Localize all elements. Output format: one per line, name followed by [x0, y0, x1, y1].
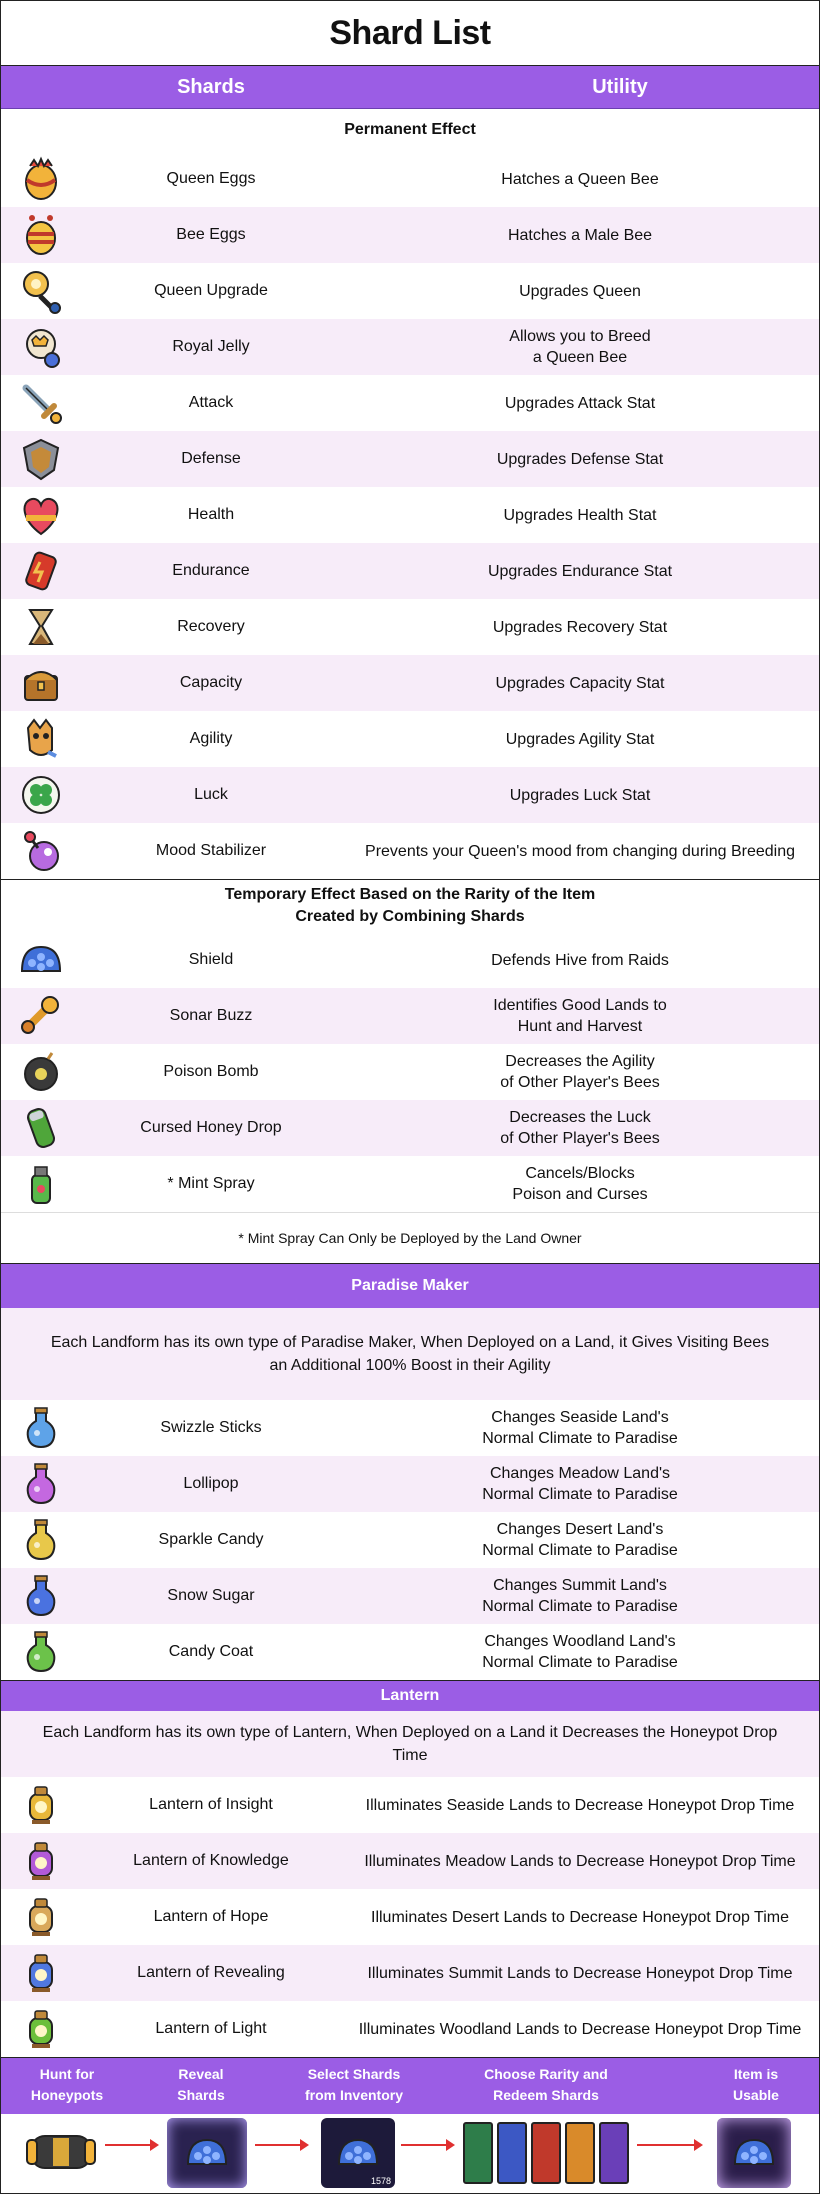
- cursed-drop-icon: [1, 1105, 81, 1151]
- potion-icon: [1, 1629, 81, 1675]
- temporary-item-utility: Decreases the Agility of Other Player's Bees: [500, 1053, 660, 1091]
- potion-icon: [1, 1461, 81, 1507]
- permanent-shard-utility: Allows you to Breed a Queen Bee: [509, 328, 651, 366]
- rarity-card-5: [599, 2122, 629, 2184]
- lantern-name: Lantern of Insight: [149, 1796, 273, 1813]
- permanent-shard-name: Defense: [181, 450, 241, 467]
- temporary-item-row: [1, 1100, 819, 1156]
- temporary-item-utility: Defends Hive from Raids: [491, 951, 669, 969]
- permanent-shard-utility: Prevents your Queen's mood from changing during Breeding: [365, 842, 795, 860]
- permanent-effect-label: Permanent Effect: [344, 121, 476, 138]
- permanent-shard-name: Agility: [189, 730, 233, 747]
- rarity-card-3: [531, 2122, 561, 2184]
- hourglass-icon: [1, 604, 81, 650]
- permanent-shard-utility: Upgrades Recovery Stat: [492, 618, 668, 636]
- paradise-maker-name: Lollipop: [183, 1475, 239, 1492]
- royal-jelly-icon: [1, 324, 81, 370]
- lantern-description: Each Landform has its own type of Lantern, When Deployed on a Land it Decreases the Honeypot Drop Time: [1, 1711, 819, 1777]
- temporary-item-name: Shield: [188, 951, 234, 968]
- step-label-3: Select Shards from Inventory: [304, 2066, 403, 2103]
- temporary-item-name: Poison Bomb: [163, 1063, 259, 1080]
- page-title: Shard List: [1, 1, 819, 66]
- queen-upgrade-icon: [1, 268, 81, 314]
- column-header-row: [1, 66, 819, 109]
- permanent-shard-name: Queen Upgrade: [154, 282, 268, 299]
- agility-icon: [1, 716, 81, 762]
- temporary-item-name: Sonar Buzz: [169, 1007, 253, 1024]
- queen-egg-icon: [1, 156, 81, 202]
- lantern-icon: [1, 1950, 81, 1996]
- permanent-shard-name: Queen Eggs: [166, 170, 256, 187]
- lantern-list: [1, 1777, 819, 2057]
- permanent-shard-utility: Upgrades Health Stat: [503, 506, 657, 524]
- potion-icon: [1, 1405, 81, 1451]
- paradise-maker-row: [1, 1568, 819, 1624]
- lantern-icon: [1, 1838, 81, 1884]
- clover-icon: [1, 772, 81, 818]
- permanent-shard-row: [1, 263, 819, 319]
- permanent-shard-row: [1, 655, 819, 711]
- lantern-utility: Illuminates Meadow Lands to Decrease Honeypot Drop Time: [364, 1852, 796, 1870]
- lantern-name: Lantern of Light: [155, 2020, 267, 2037]
- permanent-shard-row: [1, 543, 819, 599]
- temporary-item-name: Cursed Honey Drop: [140, 1119, 282, 1136]
- paradise-maker-utility: Changes Summit Land's Normal Climate to Paradise: [482, 1577, 678, 1615]
- step-label-5: Item is Usable: [733, 2066, 779, 2103]
- permanent-shard-name: Bee Eggs: [176, 226, 246, 243]
- permanent-shard-utility: Upgrades Capacity Stat: [495, 674, 665, 692]
- utility-column-header: Utility: [592, 75, 648, 98]
- mint-spray-note: * Mint Spray Can Only be Deployed by the Land Owner: [1, 1212, 819, 1263]
- arrow-3: [401, 2144, 453, 2146]
- potion-icon: [1, 1573, 81, 1619]
- permanent-shard-row: [1, 823, 819, 879]
- permanent-shard-row: [1, 487, 819, 543]
- arrow-4: [637, 2144, 701, 2146]
- lantern-utility: Illuminates Summit Lands to Decrease Honeypot Drop Time: [367, 1964, 793, 1982]
- temporary-item-name: * Mint Spray: [167, 1175, 255, 1192]
- permanent-shard-row: [1, 151, 819, 207]
- step-label-2: Reveal Shards: [177, 2066, 225, 2103]
- usable-item-thumb: [717, 2118, 791, 2188]
- lantern-row: [1, 1833, 819, 1889]
- permanent-shard-name: Endurance: [172, 562, 250, 579]
- paradise-maker-utility: Changes Meadow Land's Normal Climate to Paradise: [482, 1465, 678, 1503]
- permanent-list: [1, 151, 819, 879]
- chest-icon: [1, 660, 81, 706]
- permanent-shard-utility: Hatches a Queen Bee: [501, 170, 659, 188]
- steps-images: [1, 2114, 819, 2192]
- bee-egg-icon: [1, 212, 81, 258]
- shards-column-header: Shards: [177, 75, 245, 98]
- permanent-shard-name: Luck: [194, 786, 228, 803]
- permanent-shard-utility: Upgrades Defense Stat: [496, 450, 664, 468]
- paradise-maker-row: [1, 1624, 819, 1680]
- temporary-item-row: [1, 1156, 819, 1212]
- permanent-shard-row: [1, 375, 819, 431]
- permanent-shard-name: Attack: [188, 394, 234, 411]
- lantern-utility: Illuminates Woodland Lands to Decrease Honeypot Drop Time: [358, 2020, 802, 2038]
- permanent-shard-utility: Upgrades Agility Stat: [505, 730, 655, 748]
- paradise-maker-name: Swizzle Sticks: [160, 1419, 262, 1436]
- rarity-card-4: [565, 2122, 595, 2184]
- paradise-maker-name: Sparkle Candy: [158, 1531, 264, 1548]
- paradise-maker-description: Each Landform has its own type of Paradise Maker, When Deployed on a Land, it Gives Visiting Bees an Additional 100% Boost in their Agility: [1, 1308, 819, 1400]
- inventory-thumb: [321, 2118, 395, 2188]
- paradise-maker-name: Candy Coat: [168, 1643, 254, 1660]
- lantern-utility: Illuminates Desert Lands to Decrease Honeypot Drop Time: [371, 1908, 789, 1926]
- permanent-shard-name: Capacity: [179, 674, 243, 691]
- permanent-shard-row: [1, 711, 819, 767]
- endurance-icon: [1, 548, 81, 594]
- paradise-maker-utility: Changes Woodland Land's Normal Climate to Paradise: [482, 1633, 678, 1671]
- temporary-effect-label: [1, 879, 819, 932]
- permanent-shard-name: Health: [187, 506, 235, 523]
- permanent-shard-utility: Upgrades Endurance Stat: [487, 562, 673, 580]
- paradise-maker-name: Snow Sugar: [167, 1587, 255, 1604]
- temporary-item-utility: Cancels/Blocks Poison and Curses: [512, 1165, 648, 1203]
- rarity-card-2: [497, 2122, 527, 2184]
- sonar-icon: [1, 993, 81, 1039]
- paradise-maker-row: [1, 1456, 819, 1512]
- paradise-maker-utility: Changes Desert Land's Normal Climate to Paradise: [482, 1521, 678, 1559]
- lantern-row: [1, 1777, 819, 1833]
- permanent-shard-row: [1, 767, 819, 823]
- paradise-maker-row: [1, 1400, 819, 1456]
- mood-stabilizer-icon: [1, 828, 81, 874]
- potion-icon: [1, 1517, 81, 1563]
- permanent-shard-row: [1, 431, 819, 487]
- temporary-item-row: [1, 932, 819, 988]
- temporary-item-utility: Decreases the Luck of Other Player's Bees: [500, 1109, 660, 1147]
- arrow-1: [105, 2144, 157, 2146]
- permanent-shard-row: [1, 319, 819, 375]
- step-label-4: Choose Rarity and Redeem Shards: [484, 2066, 608, 2103]
- lantern-name: Lantern of Hope: [153, 1908, 269, 1925]
- bomb-icon: [1, 1049, 81, 1095]
- spray-icon: [1, 1161, 81, 1207]
- lantern-utility: Illuminates Seaside Lands to Decrease Honeypot Drop Time: [365, 1796, 795, 1814]
- paradise-maker-header: Paradise Maker: [1, 1263, 819, 1308]
- sword-icon: [1, 380, 81, 426]
- rarity-card-1: [463, 2122, 493, 2184]
- permanent-shard-utility: Upgrades Queen: [519, 282, 641, 300]
- inventory-count: 1578: [370, 2176, 391, 2186]
- permanent-shard-utility: Upgrades Luck Stat: [509, 786, 651, 804]
- temporary-item-row: [1, 1044, 819, 1100]
- lantern-row: [1, 1889, 819, 1945]
- paradise-list: [1, 1400, 819, 1680]
- lantern-icon: [1, 1894, 81, 1940]
- paradise-maker-row: [1, 1512, 819, 1568]
- temporary-label-line2: Created by Combining Shards: [295, 908, 525, 925]
- permanent-shard-name: Mood Stabilizer: [155, 842, 267, 859]
- temporary-label-line1: Temporary Effect Based on the Rarity of the Item: [224, 886, 596, 903]
- honeypot-icon: [23, 2128, 99, 2176]
- permanent-shard-utility: Upgrades Attack Stat: [504, 394, 656, 412]
- temporary-list: [1, 932, 819, 1212]
- shield-icon: [1, 436, 81, 482]
- arrow-2: [255, 2144, 307, 2146]
- lantern-name: Lantern of Revealing: [137, 1964, 285, 1981]
- step-label-1: Hunt for Honeypots: [30, 2066, 104, 2103]
- lantern-header: Lantern: [1, 1680, 819, 1711]
- permanent-shard-row: [1, 599, 819, 655]
- permanent-shard-name: Royal Jelly: [172, 338, 250, 355]
- lantern-name: Lantern of Knowledge: [133, 1852, 289, 1869]
- permanent-shard-utility: Hatches a Male Bee: [507, 226, 653, 244]
- hex-shield-icon: [1, 937, 81, 983]
- permanent-shard-row: [1, 207, 819, 263]
- temporary-item-utility: Identifies Good Lands to Hunt and Harvest: [493, 997, 667, 1035]
- heart-icon: [1, 492, 81, 538]
- paradise-maker-utility: Changes Seaside Land's Normal Climate to Paradise: [482, 1409, 678, 1447]
- temporary-item-row: [1, 988, 819, 1044]
- steps-label-bar: [1, 2058, 819, 2114]
- lantern-row: [1, 1945, 819, 2001]
- lantern-icon: [1, 1782, 81, 1828]
- redeem-steps: [1, 2057, 819, 2192]
- revealed-shard-thumb: [167, 2118, 247, 2188]
- permanent-shard-name: Recovery: [177, 618, 245, 635]
- lantern-row: [1, 2001, 819, 2057]
- lantern-icon: [1, 2006, 81, 2052]
